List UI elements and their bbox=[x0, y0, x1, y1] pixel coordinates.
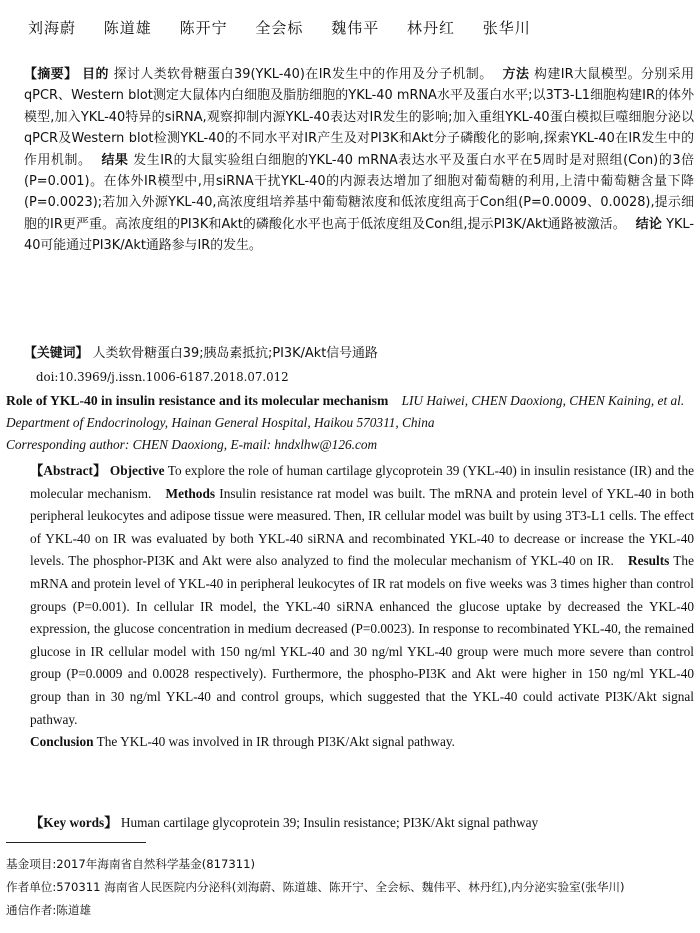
methods-label-en: Methods bbox=[165, 485, 216, 501]
keywords-text: 人类软骨糖蛋白39;胰岛素抵抗;PI3K/Akt信号通路 bbox=[92, 346, 378, 361]
english-abstract bbox=[6, 460, 694, 754]
english-authors: LIU Haiwei, CHEN Daoxiong, CHEN Kaining, et al. bbox=[401, 393, 685, 408]
results-text-en: The mRNA and protein level of YKL-40 in peripheral leukocytes of IR rat models on five weeks was 3 times higher than control groups (P=0.001). In cellular IR model, the YKL-40 siRNA enhanced the glucose uptake by decreased the YKL-40 expression, the glucose concentration in medium decreased (P=0.0023). In response to recombinated YKL-40, the remained glucose in IR cellular model with 150 ng/ml YKL-40 and 30 ng/ml YKL-40 group were much more severe than control group (P=0.0009 and 0.0028 respectively). Furthermore, the phospho-PI3K and Akt were higher in 150 ng/ml YKL-40 group than in 30 ng/ml YKL-40 and control groups, which suggested that the YKL-40 could activate PI3K/Akt signal pathway. bbox=[30, 553, 694, 727]
chinese-abstract-body bbox=[6, 64, 694, 257]
affiliation-note: 作者单位:570311 海南省人民医院内分泌科(刘海蔚、陈道雄、陈开宁、全会标、魏伟平、林丹红),内分泌实验室(张华川) bbox=[6, 880, 625, 894]
footnotes bbox=[6, 853, 696, 922]
methods-text-en: Insulin resistance rat model was built. The mRNA and protein level of YKL-40 in both peripheral leukocytes and adipose tissue were measured. Then, IR cellular model was built by using 3T3-L1 cells. The effect of YKL-40 on IR was evaluated by both YKL-40 siRNA and recombinated YKL-40 to decrease or increase the YKL-40 levels. The phosphor-PI3K and Akt were also analyzed to find the molecular mechanism of YKL-40 on IR. bbox=[30, 485, 695, 569]
author-list-chinese bbox=[28, 17, 547, 38]
objective-label: 目的 bbox=[82, 67, 109, 82]
objective-text-en: To explore the role of human cartilage glycoprotein 39 (YKL-40) in insulin resistance (IR) and the molecular mechanism. bbox=[30, 463, 695, 501]
keywords-label-en: 【Key words】 bbox=[30, 815, 118, 830]
english-header bbox=[6, 390, 694, 456]
abstract-label-en: 【Abstract】 bbox=[30, 463, 107, 478]
english-affiliation: Department of Endocrinology, Hainan General Hospital, Haikou 570311, China bbox=[6, 415, 435, 430]
results-label: 结果 bbox=[101, 152, 129, 168]
corresponding-note: 通信作者:陈道雄 bbox=[6, 903, 92, 917]
conclusion-text-en: The YKL-40 was involved in IR through PI3K/Akt signal pathway. bbox=[96, 734, 456, 750]
chinese-abstract bbox=[6, 64, 694, 257]
author-name: 陈道雄 bbox=[103, 19, 152, 37]
author-name: 魏伟平 bbox=[331, 19, 380, 37]
author-name: 陈开宁 bbox=[179, 19, 228, 37]
conclusion-text: YKL-40可能通过PI3K/Akt通路参与IR的发生。 bbox=[24, 216, 695, 254]
english-keywords bbox=[30, 812, 690, 831]
results-label-en: Results bbox=[627, 553, 670, 569]
doi: doi:10.3969/j.issn.1006-6187.2018.07.012 bbox=[36, 370, 289, 384]
english-abstract-body bbox=[6, 460, 694, 754]
abstract-label: 【摘要】 bbox=[24, 67, 78, 82]
author-name: 张华川 bbox=[482, 19, 531, 37]
footnote-divider bbox=[6, 842, 146, 843]
conclusion-label: 结论 bbox=[635, 216, 662, 232]
methods-text: 构建IR大鼠模型。分别采用qPCR、Western blot测定大鼠体内白细胞及脂肪细胞的YKL-40 mRNA水平及蛋白水平;以3T3-L1细胞构建IR的体外模型,加入YKL-40特异的siRNA,观察抑制内源YKL-40表达对IR发生的影响;加入重组YKL-40蛋白模拟巨噬细胞分泌以qPCR及Western blot检测YKL-40的不同水平对IR产生及对PI3K和Akt分子磷酸化的影响,探索YKL-40在IR发生中的作用机制。 bbox=[24, 67, 695, 168]
author-name: 林丹红 bbox=[406, 19, 455, 37]
results-text: 发生IR的大鼠实验组白细胞的YKL-40 mRNA表达水平及蛋白水平在5周时是对照组(Con)的3倍(P=0.001)。在体外IR模型中,用siRNA干扰YKL-40的内源表达增加了细胞对葡萄糖的利用,上清中葡萄糖含量下降(P=0.0023);若加入外源YKL-40,高浓度组培养基中葡萄糖浓度和低浓度组高于Con组(P=0.0009、0.0028),提示细胞的IR更严重。高浓度组的PI3K和Akt的磷酸化水平也高于低浓度组及Con组,提示PI3K/Akt通路被激活。 bbox=[24, 152, 695, 232]
english-title: Role of YKL-40 in insulin resistance and its molecular mechanism bbox=[6, 393, 389, 408]
chinese-keywords bbox=[24, 344, 694, 364]
author-name: 刘海蔚 bbox=[28, 19, 77, 37]
keywords-label: 【关键词】 bbox=[24, 346, 89, 361]
author-name: 全会标 bbox=[255, 19, 304, 37]
objective-text: 探讨人类软骨糖蛋白39(YKL-40)在IR发生中的作用及分子机制。 bbox=[113, 67, 493, 82]
keywords-text-en: Human cartilage glycoprotein 39; Insulin resistance; PI3K/Akt signal pathway bbox=[120, 815, 539, 830]
conclusion-label-en: Conclusion bbox=[30, 734, 94, 750]
fund-note: 基金项目:2017年海南省自然科学基金(817311) bbox=[6, 857, 256, 871]
corresponding-author: Corresponding author: CHEN Daoxiong, E-mail: hndxlhw@126.com bbox=[6, 437, 378, 452]
methods-label: 方法 bbox=[502, 67, 530, 82]
objective-label-en: Objective bbox=[109, 463, 165, 478]
